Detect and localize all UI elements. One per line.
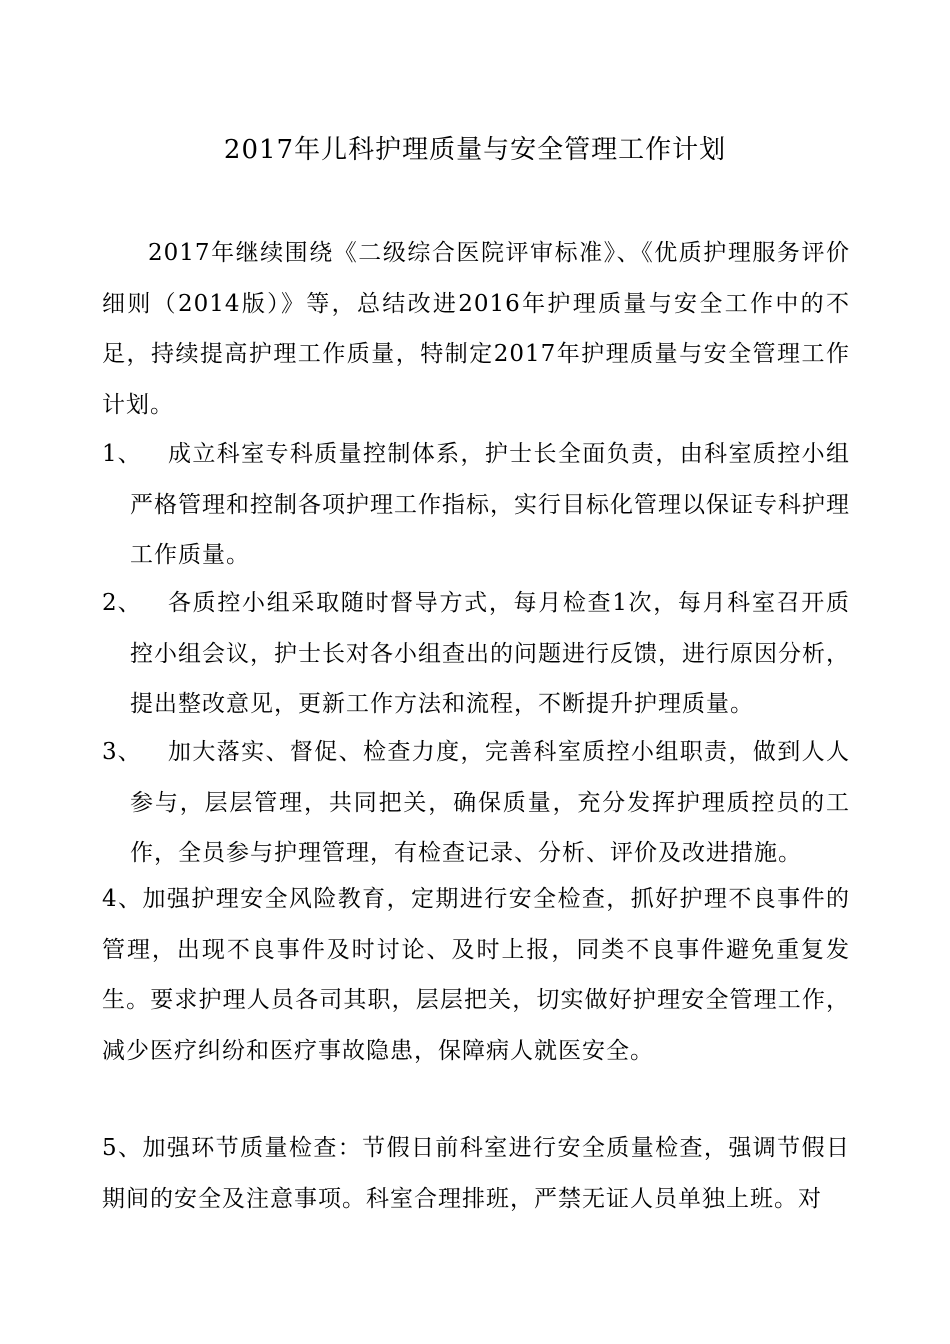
list-item	[102, 578, 850, 730]
intro-paragraph: 2017年继续围绕《二级综合医院评审标准》、《优质护理服务评价细则（2014版）》等，总结改进2016年护理质量与安全工作中的不足，持续提高护理工作质量，特制定2017年护理质量与安全管理工作计划。	[102, 240, 850, 418]
list-item-number: 2、	[102, 590, 142, 616]
list-item-number: 1、	[102, 441, 142, 467]
document-title: 2017年儿科护理质量与安全管理工作计划	[223, 135, 727, 165]
list-item-number: 3、	[102, 739, 142, 765]
list-item-plain: 4、加强护理安全风险教育，定期进行安全检查，抓好护理不良事件的管理，出现不良事件及时讨论、及时上报，同类不良事件避免重复发生。要求护理人员各司其职，层层把关，切实做好护理安全管理工作，减少医疗纠纷和医疗事故隐患，保障病人就医安全。	[102, 886, 850, 1064]
list-item-text: 成立科室专科质量控制体系，护士长全面负责，由科室质控小组严格管理和控制各项护理工作指标，实行目标化管理以保证专科护理工作质量。	[130, 441, 850, 568]
list-item-text: 各质控小组采取随时督导方式，每月检查1次，每月科室召开质控小组会议，护士长对各小组查出的问题进行反馈，进行原因分析，提出整改意见，更新工作方法和流程，不断提升护理质量。	[130, 590, 850, 717]
list-item	[102, 727, 850, 879]
list-item-plain: 5、加强环节质量检查：节假日前科室进行安全质量检查，强调节假日期间的安全及注意事项。科室合理排班，严禁无证人员单独上班。对	[102, 1135, 850, 1212]
list-item	[102, 429, 850, 581]
list-item-text: 加大落实、督促、检查力度，完善科室质控小组职责，做到人人参与，层层管理，共同把关，确保质量，充分发挥护理质控员的工作，全员参与护理管理，有检查记录、分析、评价及改进措施。	[130, 739, 850, 866]
